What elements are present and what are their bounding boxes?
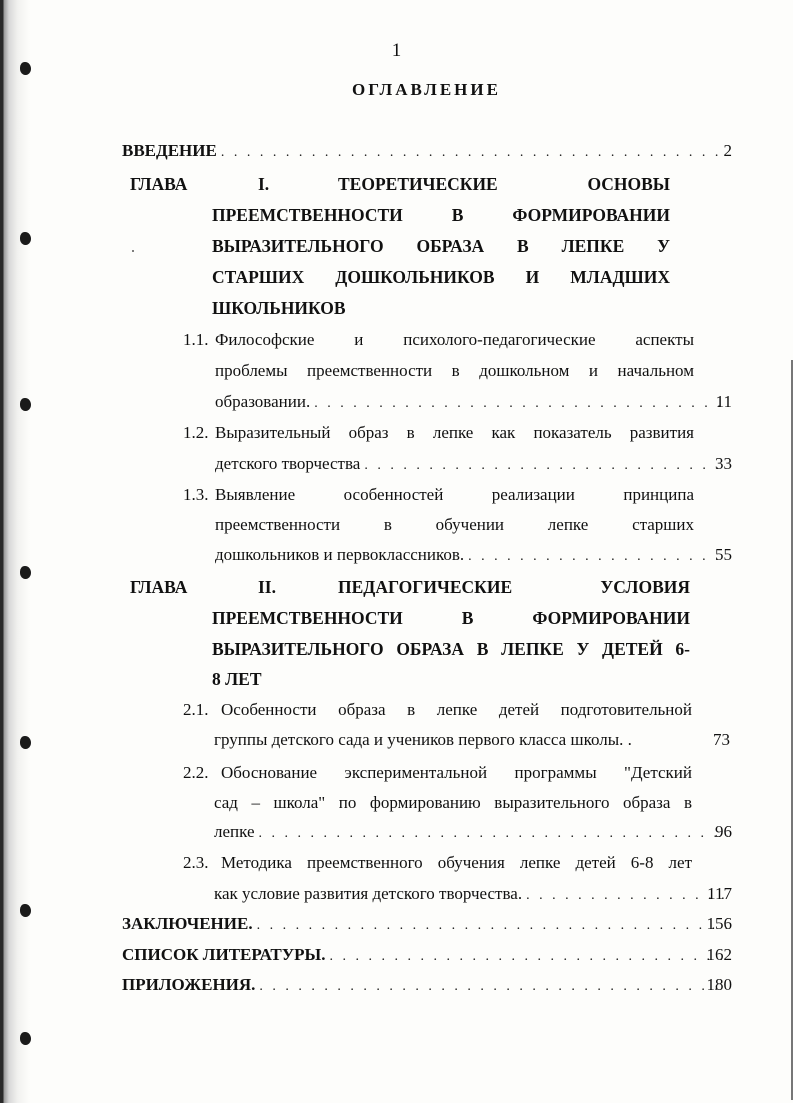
page-title: ОГЛАВЛЕНИЕ [352, 80, 501, 99]
section-last-line [215, 545, 732, 565]
toc-entry-page: 11 [715, 392, 732, 411]
toc-entry-label: ЗАКЛЮЧЕНИЕ. [122, 914, 253, 933]
section-title-line: преемственности в обучении лепке старших [215, 515, 694, 534]
section-title-line: дошкольников и первоклассников. [215, 545, 465, 564]
dot-leader [468, 549, 728, 565]
dot-leader [526, 888, 728, 904]
section-number: 2.3. [183, 853, 209, 872]
toc-entry-label: ВВЕДЕНИЕ [122, 141, 217, 160]
chapter-numeral: I. [258, 174, 270, 194]
toc-entry-page: 156 [706, 914, 732, 933]
toc-entry-page: 73 [713, 730, 730, 749]
section-title-line: Выявление особенностей реализации принципа [215, 485, 694, 504]
binding-hole [20, 904, 31, 917]
chapter-title-line: ВЫРАЗИТЕЛЬНОГО ОБРАЗА В ЛЕПКЕ У [212, 236, 670, 256]
binding-hole [20, 1032, 31, 1045]
chapter-title-line: ПРЕЕМСТВЕННОСТИ В ФОРМИРОВАНИИ [212, 205, 670, 225]
binding-hole [20, 736, 31, 749]
section-title-line: Выразительный образ в лепке как показатель развития [215, 423, 694, 442]
section-last-line [214, 884, 732, 904]
chapter-title-line: ВЫРАЗИТЕЛЬНОГО ОБРАЗА В ЛЕПКЕ У ДЕТЕЙ 6- [212, 639, 690, 659]
chapter-numeral: II. [258, 577, 276, 597]
toc-entry-page: 33 [715, 454, 732, 473]
chapter-title-line: СТАРШИХ ДОШКОЛЬНИКОВ И МЛАДШИХ [212, 267, 670, 287]
section-title-line: сад – школа" по формированию выразительного образа в [214, 793, 692, 812]
dot-leader [257, 918, 728, 934]
toc-entry-page: 96 [715, 822, 732, 841]
binding-hole [20, 232, 31, 245]
chapter-title-line: ТЕОРЕТИЧЕСКИЕ ОСНОВЫ [338, 174, 670, 194]
toc-entry-conclusion[interactable] [122, 914, 732, 934]
chapter-title-line: ПРЕЕМСТВЕННОСТИ В ФОРМИРОВАНИИ [212, 608, 690, 628]
section-title-line: Философские и психолого-педагогические аспекты [215, 330, 694, 349]
section-title-line: лепке [214, 822, 255, 841]
toc-entry-label: СПИСОК ЛИТЕРАТУРЫ. [122, 945, 326, 964]
toc-entry-page: 162 [706, 945, 732, 964]
toc-entry-bibliography[interactable] [122, 945, 732, 965]
chapter-title-line: ПЕДАГОГИЧЕСКИЕ УСЛОВИЯ [338, 577, 690, 597]
chapter-title-line: 8 ЛЕТ [212, 669, 262, 689]
toc-entry-appendices[interactable] [122, 975, 732, 995]
toc-entry-page: 117 [707, 884, 732, 903]
toc-entry-label: ПРИЛОЖЕНИЯ. [122, 975, 256, 994]
chapter-prefix: ГЛАВА [130, 174, 188, 194]
section-title-line: Обоснование экспериментальной программы "Детский [221, 763, 692, 782]
section-title-line: проблемы преемственности в дошкольном и начальном [215, 361, 694, 380]
scan-speck [132, 250, 134, 252]
section-last-line [214, 822, 732, 842]
section-title-line: Особенности образа в лепке детей подготовительной [221, 700, 692, 719]
section-title-line: как условие развития детского творчества. [214, 884, 523, 903]
section-number: 1.2. [183, 423, 209, 442]
toc-entry-page: 180 [706, 975, 732, 994]
section-number: 1.1. [183, 330, 209, 349]
dot-leader [314, 396, 728, 412]
binding-hole [20, 398, 31, 411]
chapter-title-line: ШКОЛЬНИКОВ [212, 298, 346, 318]
dot-leader [330, 949, 728, 965]
section-title-line: детского творчества [215, 454, 361, 473]
binding-hole [20, 62, 31, 75]
toc-entry-page: 55 [715, 545, 732, 564]
section-number: 1.3. [183, 485, 209, 504]
binding-hole [20, 566, 31, 579]
toc-entry-page: 2 [723, 141, 732, 160]
section-title-line: группы детского сада и учеников первого класса школы. . [214, 730, 632, 749]
section-last-line [215, 454, 732, 474]
section-last-line [215, 392, 732, 412]
page-number: 1 [391, 40, 402, 61]
section-number: 2.2. [183, 763, 209, 782]
dot-leader [259, 826, 728, 842]
section-title-line: образовании. [215, 392, 311, 411]
section-title-line: Методика преемственного обучения лепке детей 6-8 лет [221, 853, 692, 872]
toc-entry-intro[interactable] [122, 141, 732, 161]
chapter-prefix: ГЛАВА [130, 577, 188, 597]
dot-leader [259, 979, 728, 995]
dot-leader [221, 145, 728, 161]
scan-edge [0, 0, 30, 1103]
section-number: 2.1. [183, 700, 209, 719]
dot-leader [364, 458, 728, 474]
